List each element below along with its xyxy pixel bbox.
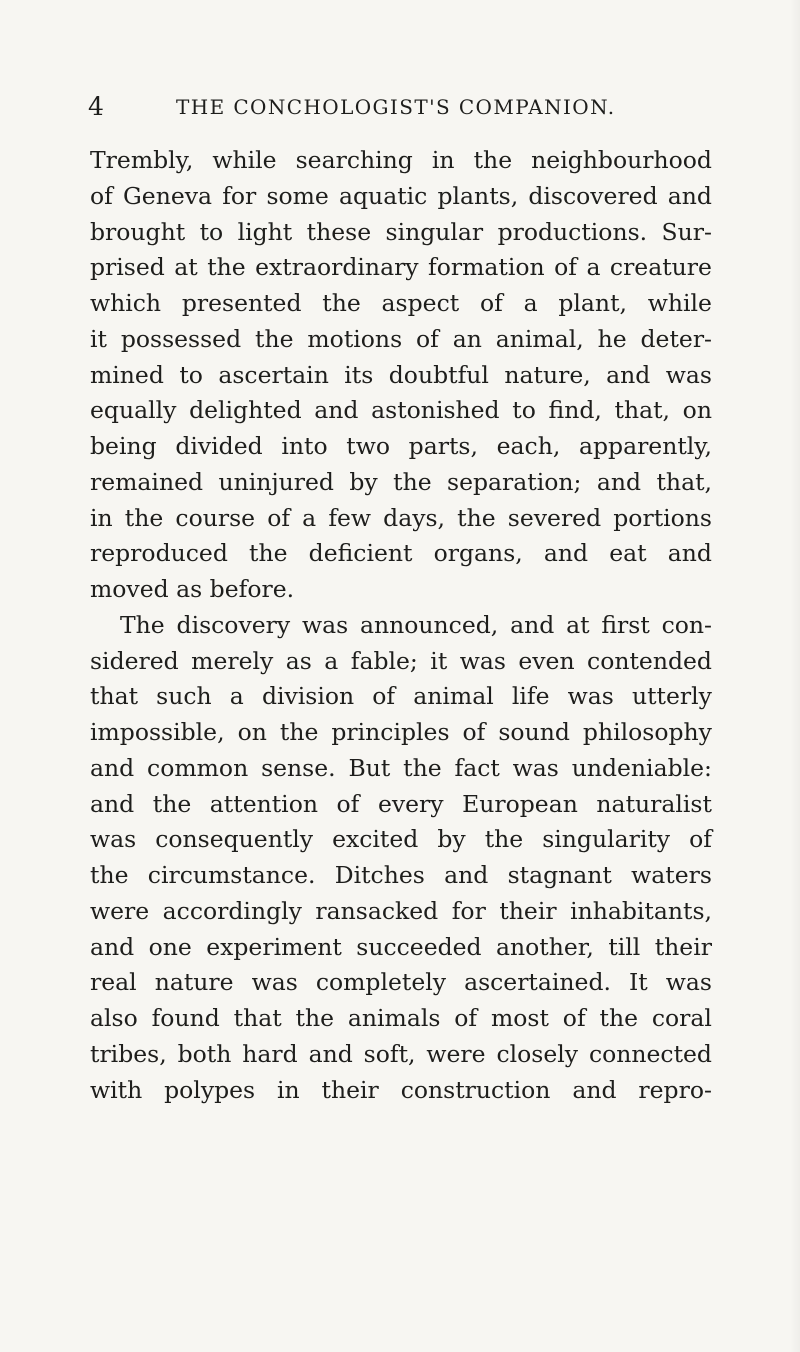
word: sense. bbox=[261, 753, 336, 782]
page-edge-shadow bbox=[790, 0, 800, 1352]
word: found bbox=[151, 1004, 220, 1032]
word: life bbox=[511, 682, 550, 711]
word: merely bbox=[191, 646, 274, 675]
word: animal, bbox=[495, 324, 584, 353]
word: completely bbox=[315, 968, 447, 997]
word: ascertained. bbox=[464, 968, 611, 997]
word: and bbox=[90, 753, 135, 782]
word: singular bbox=[385, 217, 484, 246]
text-line bbox=[90, 536, 712, 572]
word: plants, bbox=[437, 181, 519, 210]
word: was bbox=[665, 360, 712, 389]
word: astonished bbox=[371, 396, 500, 425]
text-line bbox=[90, 679, 712, 715]
word: common bbox=[147, 753, 249, 782]
word: The bbox=[120, 610, 165, 639]
word: for bbox=[451, 896, 486, 925]
word: mined bbox=[90, 360, 164, 389]
word: inhabitants, bbox=[570, 896, 712, 925]
word: soft, bbox=[363, 1039, 416, 1068]
word: such bbox=[156, 682, 212, 711]
word: hard bbox=[242, 1039, 298, 1068]
word: aspect bbox=[381, 289, 460, 317]
word: was bbox=[90, 825, 137, 854]
word: apparently, bbox=[578, 432, 712, 460]
word: and bbox=[90, 789, 135, 818]
word: possessed bbox=[120, 324, 242, 353]
word: of bbox=[479, 289, 503, 317]
word: in bbox=[431, 146, 455, 174]
word: separation; bbox=[447, 467, 582, 496]
word: and bbox=[90, 932, 135, 961]
text-line bbox=[90, 358, 712, 394]
word: plant, bbox=[558, 289, 627, 317]
word: waters bbox=[631, 861, 712, 889]
word: reproduced bbox=[90, 539, 228, 568]
word: was bbox=[251, 968, 298, 997]
word: was bbox=[665, 968, 712, 997]
body-text bbox=[90, 143, 712, 1108]
word: by bbox=[437, 825, 466, 854]
word: circumstance. bbox=[147, 861, 316, 889]
text-line bbox=[90, 501, 712, 537]
text-line bbox=[90, 1037, 712, 1073]
word: repro- bbox=[638, 1075, 712, 1104]
word: Sur- bbox=[661, 217, 712, 246]
word: that bbox=[90, 682, 139, 711]
word: nature, bbox=[504, 360, 591, 389]
word: their bbox=[321, 1075, 379, 1104]
word: the bbox=[473, 146, 513, 174]
word: and bbox=[572, 1075, 617, 1104]
word: the bbox=[152, 789, 192, 818]
word: accordingly bbox=[162, 896, 302, 925]
word: the bbox=[457, 503, 496, 532]
word: motions bbox=[307, 324, 403, 353]
word: find, bbox=[548, 396, 602, 425]
word: and bbox=[308, 1039, 353, 1068]
page-number: 4 bbox=[88, 92, 104, 121]
word: and bbox=[444, 861, 489, 889]
word: Geneva bbox=[123, 181, 213, 210]
word: their bbox=[499, 896, 557, 925]
word: fact bbox=[454, 753, 500, 782]
word: both bbox=[177, 1039, 232, 1068]
text-line: moved as before. bbox=[90, 575, 295, 603]
word: productions. bbox=[497, 217, 648, 246]
word: on bbox=[237, 718, 267, 746]
word: impossible, bbox=[90, 718, 225, 746]
word: severed bbox=[507, 503, 602, 532]
word: ransacked bbox=[315, 896, 439, 925]
word: of bbox=[689, 825, 712, 854]
text-line bbox=[90, 822, 712, 858]
word: deficient bbox=[308, 539, 413, 568]
word: fable; bbox=[350, 646, 418, 675]
word: their bbox=[654, 932, 712, 961]
word: ascertain bbox=[218, 360, 329, 389]
word: to bbox=[512, 396, 536, 425]
word: discovered bbox=[528, 181, 658, 210]
text-line bbox=[90, 250, 712, 286]
word: nature bbox=[154, 968, 234, 997]
word: prised bbox=[90, 253, 165, 282]
word: principles bbox=[331, 718, 450, 746]
word: while bbox=[212, 146, 277, 174]
word: into bbox=[281, 432, 328, 460]
word: that bbox=[233, 1004, 282, 1032]
word: stagnant bbox=[507, 861, 612, 889]
word: the bbox=[255, 324, 294, 353]
word: and bbox=[314, 396, 359, 425]
word: creature bbox=[609, 253, 712, 282]
word: days, bbox=[383, 503, 446, 532]
text-line bbox=[90, 644, 712, 680]
word: the bbox=[393, 467, 432, 496]
word: which bbox=[90, 289, 162, 317]
word: sidered bbox=[90, 646, 179, 675]
word: division bbox=[261, 682, 355, 711]
text-line bbox=[90, 787, 712, 823]
word: tribes, bbox=[90, 1039, 167, 1068]
word: of bbox=[90, 181, 113, 210]
word: that, bbox=[614, 396, 671, 425]
word: parts, bbox=[408, 432, 478, 460]
word: was bbox=[301, 610, 349, 639]
word: of bbox=[336, 789, 360, 818]
word: were bbox=[90, 896, 150, 925]
word: Ditches bbox=[334, 861, 425, 889]
text-line bbox=[90, 1001, 712, 1037]
word: till bbox=[608, 932, 641, 961]
word: undeniable: bbox=[571, 753, 712, 782]
word: uninjured bbox=[218, 467, 334, 496]
word: brought bbox=[90, 217, 186, 246]
word: light bbox=[237, 217, 293, 246]
word: of bbox=[267, 503, 291, 532]
word: and bbox=[596, 467, 642, 496]
text-line bbox=[90, 858, 712, 894]
word: the bbox=[322, 289, 361, 317]
word: a bbox=[586, 253, 601, 282]
word: attention bbox=[209, 789, 318, 818]
word: the bbox=[249, 539, 288, 568]
word: organs, bbox=[433, 539, 523, 568]
word: remained bbox=[90, 467, 204, 496]
word: was bbox=[459, 646, 506, 675]
word: a bbox=[302, 503, 317, 532]
text-line bbox=[90, 143, 712, 179]
word: and bbox=[510, 610, 555, 639]
word: of bbox=[462, 718, 486, 746]
word: the bbox=[295, 1004, 335, 1032]
word: of bbox=[416, 324, 439, 353]
word: con- bbox=[661, 610, 712, 639]
word: at bbox=[566, 610, 590, 639]
word: presented bbox=[181, 289, 302, 317]
word: of bbox=[562, 1004, 586, 1032]
word: of bbox=[454, 1004, 478, 1032]
word: as bbox=[285, 646, 312, 675]
word: most bbox=[491, 1004, 549, 1032]
word: of bbox=[554, 253, 577, 282]
word: two bbox=[346, 432, 390, 460]
word: each, bbox=[496, 432, 561, 460]
word: that, bbox=[656, 467, 712, 496]
word: Trembly, bbox=[90, 146, 194, 174]
word: construction bbox=[400, 1075, 551, 1104]
word: for bbox=[222, 181, 257, 210]
word: delighted bbox=[189, 396, 302, 425]
word: contended bbox=[587, 646, 712, 675]
word: to bbox=[179, 360, 203, 389]
word: one bbox=[148, 932, 192, 961]
text-line bbox=[90, 1073, 712, 1109]
word: was bbox=[512, 753, 559, 782]
word: polypes bbox=[164, 1075, 256, 1104]
word: another, bbox=[496, 932, 594, 961]
text-line bbox=[90, 429, 712, 465]
word: even bbox=[518, 646, 575, 675]
text-line bbox=[90, 608, 712, 644]
paragraph-2 bbox=[90, 608, 712, 1109]
word: course bbox=[175, 503, 256, 532]
word: closely bbox=[496, 1039, 579, 1068]
word: was bbox=[567, 682, 614, 711]
text-line bbox=[90, 215, 712, 251]
word: consequently bbox=[155, 825, 314, 854]
word: announced, bbox=[359, 610, 499, 639]
word: eat bbox=[609, 539, 647, 568]
word: were bbox=[426, 1039, 486, 1068]
text-line bbox=[90, 179, 712, 215]
word: some bbox=[266, 181, 329, 210]
text-line bbox=[90, 930, 712, 966]
paragraph-1 bbox=[90, 143, 712, 608]
word: every bbox=[377, 789, 444, 818]
word: the bbox=[403, 753, 442, 782]
text-line bbox=[90, 286, 712, 322]
word: with bbox=[90, 1075, 143, 1104]
word: the bbox=[90, 861, 129, 889]
word: a bbox=[324, 646, 339, 675]
word: the bbox=[599, 1004, 639, 1032]
word: sound bbox=[498, 718, 570, 746]
word: coral bbox=[651, 1004, 712, 1032]
word: deter- bbox=[640, 324, 712, 353]
word: animals bbox=[347, 1004, 441, 1032]
word: of bbox=[372, 682, 396, 711]
word: also bbox=[90, 1004, 138, 1032]
word: a bbox=[523, 289, 538, 317]
word: formation bbox=[428, 253, 545, 282]
word: succeeded bbox=[356, 932, 482, 961]
word: connected bbox=[588, 1039, 712, 1068]
word: discovery bbox=[176, 610, 291, 639]
word: these bbox=[306, 217, 372, 246]
word: extraordinary bbox=[255, 253, 419, 282]
word: experiment bbox=[206, 932, 342, 961]
word: the bbox=[124, 503, 164, 532]
text-line bbox=[90, 894, 712, 930]
word: naturalist bbox=[596, 789, 712, 818]
word: he bbox=[597, 324, 627, 353]
word: philosophy bbox=[582, 718, 712, 746]
text-line bbox=[90, 322, 712, 358]
word: But bbox=[348, 753, 391, 782]
word: It bbox=[629, 968, 648, 997]
word: and bbox=[667, 539, 712, 568]
word: the bbox=[279, 718, 319, 746]
word: European bbox=[462, 789, 578, 818]
word: divided bbox=[175, 432, 263, 460]
word: on bbox=[682, 396, 712, 425]
text-line bbox=[90, 965, 712, 1001]
word: utterly bbox=[631, 682, 712, 711]
word: at bbox=[174, 253, 198, 282]
word: and bbox=[667, 181, 712, 210]
word: in bbox=[90, 503, 113, 532]
word: equally bbox=[90, 396, 177, 425]
word: being bbox=[90, 432, 157, 460]
word: real bbox=[90, 968, 137, 997]
word: by bbox=[349, 467, 378, 496]
word: and bbox=[606, 360, 651, 389]
word: excited bbox=[332, 825, 419, 854]
text-line bbox=[90, 751, 712, 787]
word: few bbox=[328, 503, 372, 532]
word: and bbox=[543, 539, 589, 568]
word: animal bbox=[413, 682, 494, 711]
word: to bbox=[199, 217, 224, 246]
text-line bbox=[90, 465, 712, 501]
running-title: THE CONCHOLOGIST'S COMPANION. bbox=[176, 95, 616, 119]
word: searching bbox=[295, 146, 413, 174]
word: the bbox=[484, 825, 524, 854]
word: a bbox=[229, 682, 244, 711]
word: the bbox=[207, 253, 246, 282]
word: in bbox=[277, 1075, 300, 1104]
word: while bbox=[647, 289, 712, 317]
word: singularity bbox=[542, 825, 671, 854]
word: neighbourhood bbox=[531, 146, 712, 174]
text-line bbox=[90, 715, 712, 751]
word: an bbox=[452, 324, 482, 353]
word: portions bbox=[613, 503, 712, 532]
text-line bbox=[90, 393, 712, 429]
word: it bbox=[430, 646, 448, 675]
word: doubtful bbox=[388, 360, 489, 389]
word: it bbox=[90, 324, 107, 353]
word: aquatic bbox=[339, 181, 428, 210]
word: first bbox=[601, 610, 650, 639]
page-header bbox=[88, 92, 712, 122]
word: its bbox=[344, 360, 374, 389]
